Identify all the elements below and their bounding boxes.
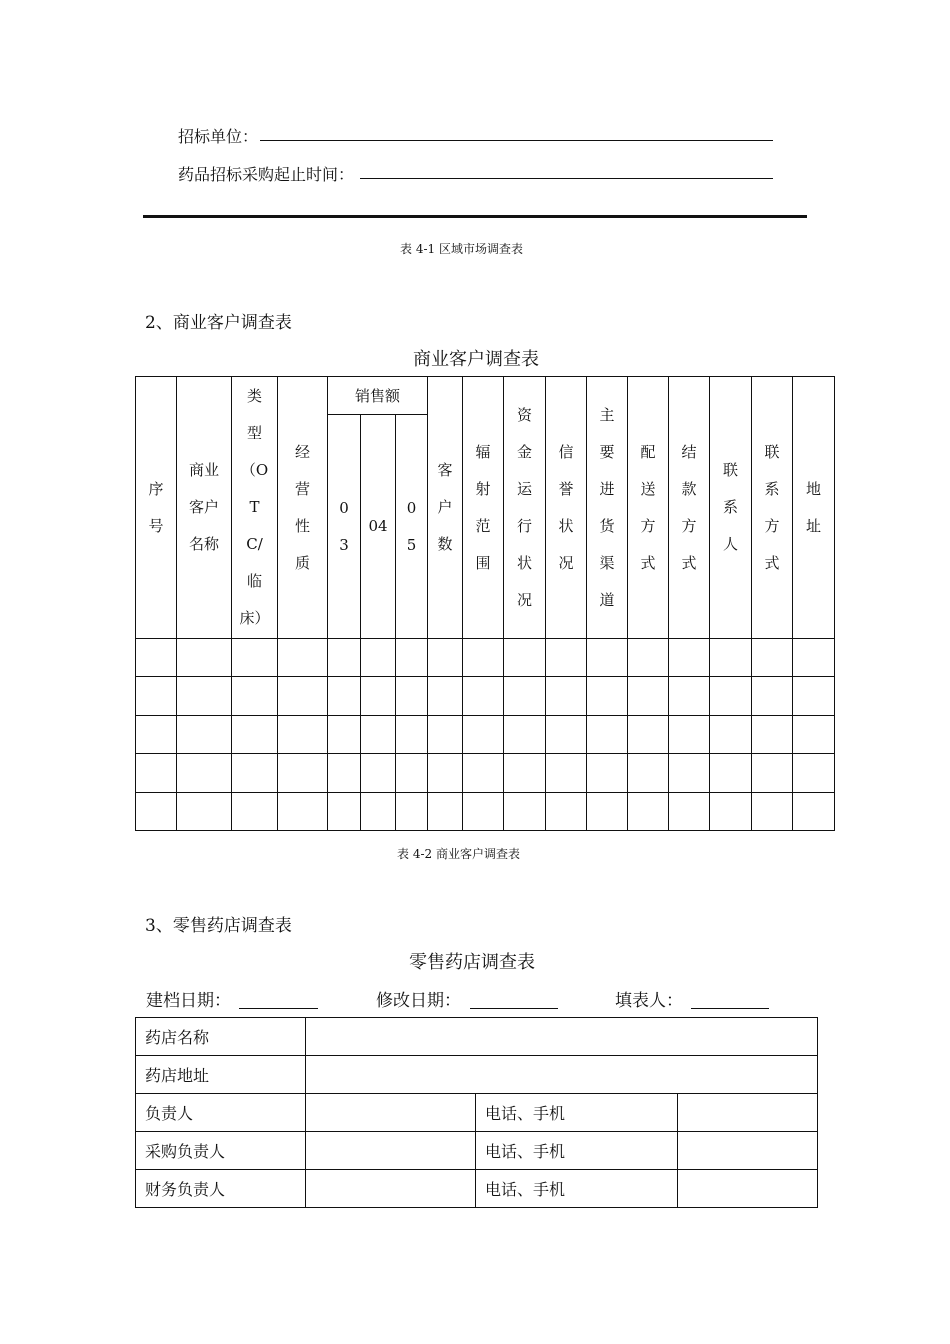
table-cell[interactable] (396, 677, 428, 715)
header-char: 配 (640, 442, 656, 461)
header-business-nature (278, 377, 328, 639)
header-char: 要 (599, 442, 615, 461)
table-cell[interactable] (463, 792, 504, 830)
table-row (136, 715, 835, 753)
table-cell[interactable] (428, 792, 463, 830)
header-char: 式 (681, 553, 697, 572)
header-char: 况 (558, 553, 574, 572)
purchase-manager-phone-label: 电话、手机 (476, 1132, 678, 1170)
header-char: 状 (558, 516, 574, 535)
header-seq (136, 377, 177, 639)
table-cell[interactable] (428, 754, 463, 792)
table-cell[interactable] (669, 677, 710, 715)
filler-label: 填表人： (615, 991, 683, 1011)
table-cell[interactable] (628, 754, 669, 792)
table-cell[interactable] (232, 792, 278, 830)
pharmacy-name-value[interactable] (306, 1018, 818, 1056)
finance-manager-value[interactable] (306, 1170, 476, 1208)
table-cell[interactable] (546, 639, 587, 677)
header-char: 型 (246, 424, 262, 442)
table-cell[interactable] (428, 715, 463, 753)
table-cell[interactable] (177, 715, 232, 753)
table-cell[interactable] (361, 639, 396, 677)
header-char: 主 (599, 405, 615, 424)
header-char: 04 (368, 517, 388, 535)
header-contact-person (710, 377, 752, 639)
table-cell[interactable] (793, 639, 835, 677)
table-cell[interactable] (752, 639, 793, 677)
header-char: 联 (764, 442, 780, 461)
header-char: 数 (437, 535, 453, 553)
header-char: 商业 (188, 461, 219, 479)
table-cell[interactable] (136, 792, 177, 830)
header-char: 质 (294, 553, 310, 572)
table-cell[interactable] (396, 792, 428, 830)
header-char: 营 (294, 479, 310, 498)
header-char: 道 (599, 590, 615, 609)
header-char: 0 (339, 498, 349, 517)
table-cell[interactable] (504, 792, 546, 830)
pharmacy-address-label: 药店地址 (136, 1056, 306, 1094)
header-char: 联 (723, 461, 739, 479)
header-char: 方 (640, 516, 656, 535)
header-funds-status (504, 377, 546, 639)
table-cell[interactable] (628, 715, 669, 753)
header-char: 床） (239, 609, 270, 627)
header-char: 序 (148, 479, 164, 498)
header-customer-name (177, 377, 232, 639)
header-char: 式 (640, 553, 656, 572)
table-cell[interactable] (628, 677, 669, 715)
modify-date-field[interactable] (470, 1008, 558, 1009)
purchase-manager-value[interactable] (306, 1132, 476, 1170)
table-cell[interactable] (136, 677, 177, 715)
table-cell[interactable] (361, 715, 396, 753)
header-char: （O (240, 461, 269, 479)
header-radius (463, 377, 504, 639)
header-char: 信 (558, 442, 574, 461)
purchase-time-label: 药品招标采购起止时间： (178, 165, 355, 184)
header-char: 运 (517, 479, 533, 498)
header-char: 0 (406, 498, 417, 517)
section-divider (143, 215, 807, 218)
table-cell[interactable] (669, 754, 710, 792)
manager-phone-label: 电话、手机 (476, 1094, 678, 1132)
table-cell[interactable] (463, 677, 504, 715)
table-cell[interactable] (504, 639, 546, 677)
table-cell[interactable] (793, 754, 835, 792)
table-cell[interactable] (361, 792, 396, 830)
table-cell[interactable] (504, 754, 546, 792)
table-cell[interactable] (669, 639, 710, 677)
table-row (136, 639, 835, 677)
header-char: 况 (517, 590, 533, 609)
header-char: 客户 (188, 498, 219, 516)
manager-value[interactable] (306, 1094, 476, 1132)
pharmacy-table (135, 1017, 818, 1208)
header-char: 誉 (558, 479, 574, 498)
table-cell[interactable] (752, 754, 793, 792)
manager-phone-value[interactable] (678, 1094, 818, 1132)
table-row (136, 1132, 818, 1170)
table-cell[interactable] (504, 677, 546, 715)
table-cell[interactable] (396, 715, 428, 753)
table-cell[interactable] (232, 715, 278, 753)
header-contact-method (752, 377, 793, 639)
header-sales-04 (361, 415, 396, 639)
table-cell[interactable] (587, 792, 628, 830)
header-char: C/ (246, 535, 263, 553)
table-cell[interactable] (232, 639, 278, 677)
header-char: 3 (339, 535, 349, 554)
header-char: 5 (406, 535, 417, 554)
table-cell[interactable] (328, 792, 361, 830)
table-cell[interactable] (177, 639, 232, 677)
table-cell[interactable] (328, 677, 361, 715)
table-cell[interactable] (463, 754, 504, 792)
header-credit-status (546, 377, 587, 639)
table-cell[interactable] (428, 639, 463, 677)
table-cell[interactable] (669, 792, 710, 830)
table-cell[interactable] (752, 715, 793, 753)
table-row (136, 1170, 818, 1208)
header-char: 进 (599, 479, 615, 498)
table-row (136, 1018, 818, 1056)
header-char: 客 (437, 461, 453, 479)
table-cell[interactable] (361, 677, 396, 715)
header-sales-05 (396, 415, 428, 639)
table-cell[interactable] (710, 677, 752, 715)
bid-unit-label: 招标单位： (178, 127, 259, 146)
finance-manager-phone-label: 电话、手机 (476, 1170, 678, 1208)
table-cell[interactable] (232, 677, 278, 715)
table-cell[interactable] (587, 639, 628, 677)
table-cell[interactable] (628, 639, 669, 677)
table-cell[interactable] (793, 677, 835, 715)
header-char: 经 (294, 442, 310, 461)
header-char: 系 (723, 498, 739, 516)
table-cell[interactable] (546, 754, 587, 792)
table-cell[interactable] (793, 792, 835, 830)
table-cell[interactable] (361, 754, 396, 792)
header-char: 范 (475, 516, 491, 535)
header-char: 式 (764, 553, 780, 572)
header-char: 射 (475, 479, 491, 498)
table-cell[interactable] (428, 677, 463, 715)
table-cell[interactable] (136, 715, 177, 753)
table-cell[interactable] (628, 792, 669, 830)
header-sales-group: 销售额 (328, 377, 428, 415)
modify-date-label: 修改日期： (376, 991, 461, 1011)
table-cell[interactable] (587, 754, 628, 792)
header-char: 性 (294, 516, 310, 535)
header-purchase-channel (587, 377, 628, 639)
header-char: 系 (764, 479, 780, 498)
business-customer-table (135, 376, 835, 831)
header-char: T (249, 498, 260, 516)
table-cell[interactable] (396, 754, 428, 792)
table-cell[interactable] (177, 677, 232, 715)
header-char: 资 (517, 405, 533, 424)
section-2-heading: 2、商业客户调查表 (145, 313, 292, 333)
purchase-manager-phone-value[interactable] (678, 1132, 818, 1170)
header-char: 状 (517, 553, 533, 572)
pharmacy-address-value[interactable] (306, 1056, 818, 1094)
table-cell[interactable] (278, 715, 328, 753)
table-cell[interactable] (587, 715, 628, 753)
header-char: 货 (599, 516, 615, 535)
header-char: 户 (437, 498, 453, 516)
table-4-2-caption: 表 4-2 商业客户调查表 (397, 847, 520, 861)
header-char: 围 (475, 553, 491, 572)
section-3-heading: 3、零售药店调查表 (145, 916, 292, 936)
purchase-time-field[interactable] (360, 178, 773, 179)
header-char: 金 (517, 442, 533, 461)
table-cell[interactable] (136, 639, 177, 677)
header-customer-count (428, 377, 463, 639)
table-cell[interactable] (752, 677, 793, 715)
purchase-manager-label: 采购负责人 (136, 1132, 306, 1170)
header-address (793, 377, 835, 639)
table-row (136, 677, 835, 715)
pharmacy-name-label: 药店名称 (136, 1018, 306, 1056)
header-char: 送 (640, 479, 656, 498)
table-cell[interactable] (232, 754, 278, 792)
table-cell[interactable] (396, 639, 428, 677)
header-sales-03 (328, 415, 361, 639)
table-cell[interactable] (278, 639, 328, 677)
finance-manager-phone-value[interactable] (678, 1170, 818, 1208)
header-char: 渠 (599, 553, 615, 572)
table-cell[interactable] (328, 639, 361, 677)
header-char: 结 (681, 442, 697, 461)
table-row (136, 792, 835, 830)
table-cell[interactable] (793, 715, 835, 753)
table-cell[interactable] (278, 792, 328, 830)
table-cell[interactable] (546, 677, 587, 715)
bid-unit-field[interactable] (260, 140, 773, 141)
header-char: 辐 (475, 442, 491, 461)
filing-date-label: 建档日期： (146, 991, 231, 1011)
table-cell[interactable] (328, 715, 361, 753)
header-payment-method (669, 377, 710, 639)
header-char: 号 (148, 516, 164, 535)
header-char: 人 (723, 535, 739, 553)
table-row (136, 754, 835, 792)
table-cell[interactable] (328, 754, 361, 792)
header-delivery-method (628, 377, 669, 639)
manager-label: 负责人 (136, 1094, 306, 1132)
header-char: 临 (246, 572, 262, 590)
header-char: 行 (517, 516, 533, 535)
table-cell[interactable] (136, 754, 177, 792)
header-char: 名称 (188, 535, 219, 553)
pharmacy-table-title: 零售药店调查表 (409, 952, 535, 973)
header-char: 方 (764, 516, 780, 535)
table-cell[interactable] (546, 715, 587, 753)
table-cell[interactable] (504, 715, 546, 753)
table-cell[interactable] (463, 715, 504, 753)
table-cell[interactable] (546, 792, 587, 830)
table-cell[interactable] (710, 792, 752, 830)
table-cell[interactable] (710, 639, 752, 677)
table-cell[interactable] (710, 754, 752, 792)
header-char: 地 (806, 479, 822, 498)
filler-field[interactable] (691, 1008, 769, 1009)
table-cell[interactable] (278, 677, 328, 715)
table-cell[interactable] (587, 677, 628, 715)
table-cell[interactable] (278, 754, 328, 792)
table-row (136, 1094, 818, 1132)
table-cell[interactable] (752, 792, 793, 830)
header-type (232, 377, 278, 639)
finance-manager-label: 财务负责人 (136, 1170, 306, 1208)
table-row (136, 1056, 818, 1094)
header-char: 款 (681, 479, 697, 498)
table-4-1-caption: 表 4-1 区域市场调查表 (400, 242, 523, 256)
header-char: 方 (681, 516, 697, 535)
table-cell[interactable] (463, 639, 504, 677)
filing-date-field[interactable] (239, 1008, 318, 1009)
business-table-title: 商业客户调查表 (413, 349, 539, 370)
table-cell[interactable] (177, 792, 232, 830)
header-char: 类 (246, 387, 262, 405)
header-char: 址 (806, 516, 822, 535)
table-cell[interactable] (710, 715, 752, 753)
table-cell[interactable] (177, 754, 232, 792)
pharmacy-meta-row (146, 986, 786, 1012)
table-cell[interactable] (669, 715, 710, 753)
